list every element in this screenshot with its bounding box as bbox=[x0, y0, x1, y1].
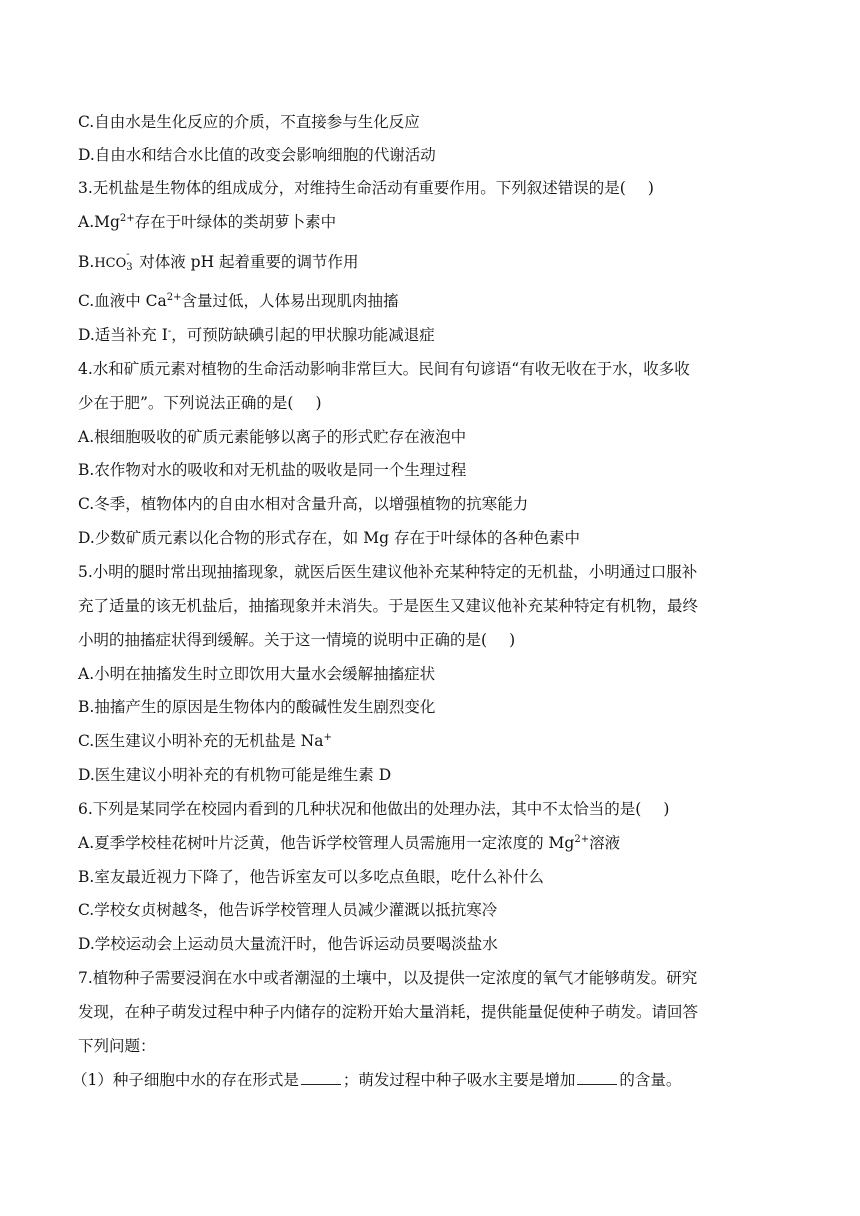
option-6d: D.学校运动会上运动员大量流汗时，他告诉运动员要喝淡盐水 bbox=[78, 935, 498, 953]
question-7-stem-cont: 发现，在种子萌发过程中种子内储存的淀粉开始大量消耗，提供能量促使种子萌发。请回答 bbox=[78, 1003, 699, 1021]
question-4-stem: 4.水和矿质元素对植物的生命活动影响非常巨大。民间有句谚语“有收无收在于水，收多收 bbox=[78, 360, 690, 378]
question-5-stem: 5.小明的腿时常出现抽搐现象，就医后医生建议他补充某种特定的无机盐，小明通过口服补 bbox=[78, 563, 698, 581]
question-7-stem-end: 下列问题： bbox=[78, 1037, 156, 1055]
option-3d: D.适当补充 I-，可预防缺碘引起的甲状腺功能减退症 bbox=[78, 326, 435, 344]
question-6-stem: 6.下列是某同学在校园内看到的几种状况和他做出的处理办法，其中不太恰当的是( ) bbox=[78, 800, 670, 818]
option-6c: C.学校女贞树越冬，他告诉学校管理人员减少灌溉以抵抗寒冷 bbox=[78, 901, 498, 919]
option-2d: D.自由水和结合水比值的改变会影响细胞的代谢活动 bbox=[78, 146, 436, 164]
answer-blank-1[interactable] bbox=[301, 1070, 341, 1085]
option-5b: B.抽搐产生的原因是生物体内的酸碱性发生剧烈变化 bbox=[78, 698, 436, 716]
option-2c: C.自由水是生化反应的介质，不直接参与生化反应 bbox=[78, 113, 420, 131]
option-4c: C.冬季，植物体内的自由水相对含量升高，以增强植物的抗寒能力 bbox=[78, 495, 529, 513]
option-4b: B.农作物对水的吸收和对无机盐的吸收是同一个生理过程 bbox=[78, 461, 467, 479]
option-5a: A.小明在抽搐发生时立即饮用大量水会缓解抽搐症状 bbox=[78, 665, 436, 683]
answer-blank-2[interactable] bbox=[577, 1070, 617, 1085]
question-4-stem-cont: 少在于肥”。下列说法正确的是( ) bbox=[78, 394, 322, 412]
option-3c: C.血液中 $Ca^{2+}$含量过低，人体易出现肌肉抽搐 bbox=[78, 292, 399, 310]
option-5d: D.医生建议小明补充的有机物可能是维生素 D bbox=[78, 766, 392, 784]
option-5c: C.医生建议小明补充的无机盐是 Na+ bbox=[78, 732, 332, 750]
option-3b: B.HCO - 3 对体液 pH 起着重要的调节作用 bbox=[78, 249, 359, 273]
option-4d: D.少数矿质元素以化合物的形式存在，如 Mg 存在于叶绿体的各种色素中 bbox=[78, 529, 580, 547]
question-5-stem-cont: 充了适量的该无机盐后，抽搐现象并未消失。于是医生又建议他补充某种特定有机物，最终 bbox=[78, 597, 699, 615]
option-3a: $A.Mg^{2+}$存在于叶绿体的类胡萝卜素中 bbox=[78, 213, 337, 231]
option-6a: A.夏季学校桂花树叶片泛黄，他告诉学校管理人员需施用一定浓度的 $Mg^{2+}$溶液 bbox=[78, 834, 621, 852]
question-3-stem: 3.无机盐是生物体的组成成分，对维持生命活动有重要作用。下列叙述错误的是( ) bbox=[78, 179, 654, 197]
question-5-stem-end: 小明的抽搐症状得到缓解。关于这一情境的说明中正确的是( ) bbox=[78, 631, 516, 649]
question-7-stem: 7.植物种子需要浸润在水中或者潮湿的土壤中，以及提供一定浓度的氧气才能够萌发。研究 bbox=[78, 969, 698, 987]
option-6b: B.室友最近视力下降了，他告诉室友可以多吃点鱼眼，吃什么补什么 bbox=[78, 868, 544, 886]
option-4a: A.根细胞吸收的矿质元素能够以离子的形式贮存在液泡中 bbox=[78, 428, 467, 446]
question-7-part-1: （1）种子细胞中水的存在形式是 ；萌发过程中种子吸水主要是增加 的含量。 bbox=[72, 1071, 682, 1089]
